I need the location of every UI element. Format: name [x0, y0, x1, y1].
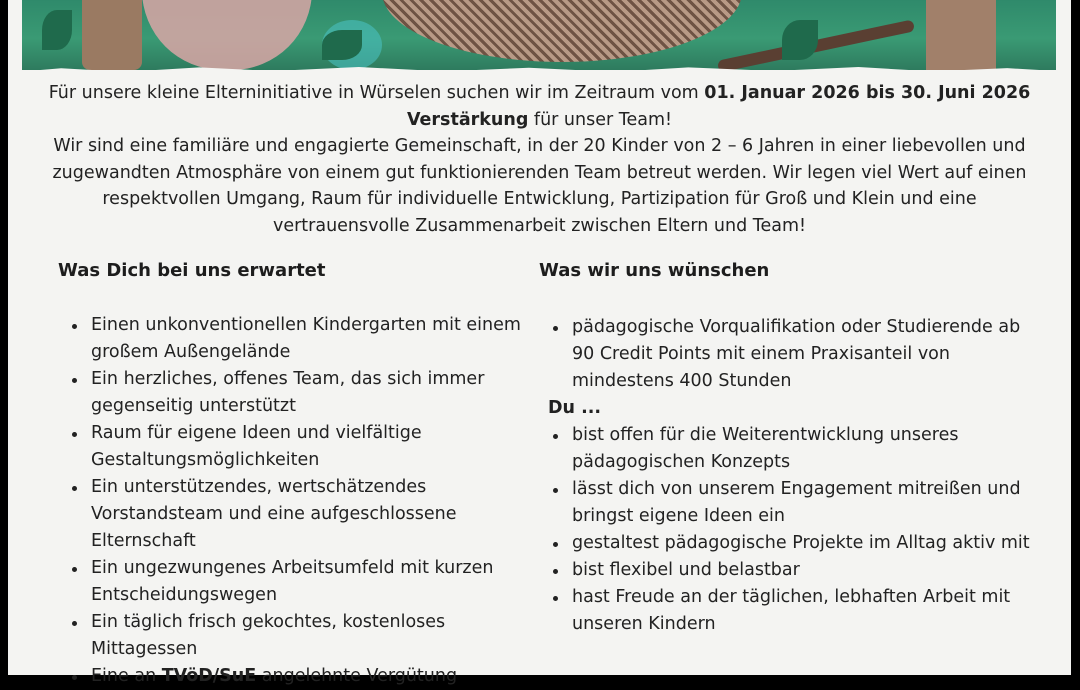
list-item: Einen unkonventionellen Kindergarten mit einem großem Außengelände	[58, 312, 528, 366]
salary-highlight: TVöD/SuE	[161, 666, 257, 686]
salary-post: angelehnte Vergütung	[256, 666, 458, 686]
intro-part2: für unser Team!	[528, 109, 673, 130]
header-illustration	[22, 0, 1056, 70]
list-item: lässt dich von unserem Engagement mitreißen und bringst eigene Ideen ein	[539, 476, 1039, 530]
intro-part1: Für unsere kleine Elterninitiative in Würselen suchen wir im Zeitraum vom	[48, 83, 705, 103]
intro-text	[38, 80, 1041, 239]
list-item: gestaltest pädagogische Projekte im Alltag aktiv mit	[539, 530, 1039, 557]
leaf-icon	[322, 30, 362, 60]
job-posting-page	[8, 0, 1071, 686]
list-item: bist flexibel und belastbar	[539, 557, 1039, 584]
list-item: Ein täglich frisch gekochtes, kostenloses Mittagessen	[58, 609, 528, 663]
tree-trunk-left	[82, 0, 142, 70]
list-item: Raum für eigene Ideen und vielfältige Gestaltungsmöglichkeiten	[58, 420, 528, 474]
leaf-icon	[782, 20, 818, 60]
intro-headline	[38, 80, 1041, 133]
wishes-list	[539, 422, 1039, 638]
list-item: hast Freude an der täglichen, lebhaften Arbeit mit unseren Kindern	[539, 584, 1039, 638]
tree-trunk-right	[926, 0, 996, 70]
list-item: Ein ungezwungenes Arbeitsumfeld mit kurzen Entscheidungswegen	[58, 555, 528, 609]
du-label: Du ...	[548, 398, 602, 418]
expectations-column	[58, 258, 528, 690]
qualification-list	[539, 314, 1039, 395]
list-item: pädagogische Vorqualifikation oder Studierende ab 90 Credit Points mit einem Praxisanteil von mindestens 400 Stunden	[539, 314, 1039, 395]
list-item: bist offen für die Weiterentwicklung unseres pädagogischen Konzepts	[539, 422, 1039, 476]
expectations-list	[58, 312, 528, 690]
list-item: Ein herzliches, offenes Team, das sich immer gegenseitig unterstützt	[58, 366, 528, 420]
pink-foliage	[142, 0, 312, 70]
list-item: Ein unterstützendes, wertschätzendes Vorstandsteam und eine aufgeschlossene Elternschaft	[58, 474, 528, 555]
hammock-image	[382, 0, 742, 62]
list-item-salary	[58, 663, 528, 690]
leaf-icon	[42, 10, 72, 50]
intro-period: 01. Januar 2026 bis 30. Juni 2026 Verstärkung	[406, 83, 1031, 130]
expectations-heading: Was Dich bei uns erwartet	[58, 260, 326, 281]
wishes-column	[539, 258, 1039, 638]
salary-pre: Eine an	[91, 666, 162, 686]
intro-paragraph: Wir sind eine familiäre und engagierte Gemeinschaft, in der 20 Kinder von 2 – 6 Jahren in einer liebevollen und zugewandten Atmosphäre von einem gut funktionierenden Team betreut werden. Wir legen viel Wert auf einen respektvollen Umgang, Raum für individuelle Entwicklung, Partizipation für Groß und Klein und eine vertrauensvolle Zusammenarbeit zwischen Eltern und Team!	[52, 136, 1027, 236]
wishes-heading: Was wir uns wünschen	[539, 260, 770, 281]
